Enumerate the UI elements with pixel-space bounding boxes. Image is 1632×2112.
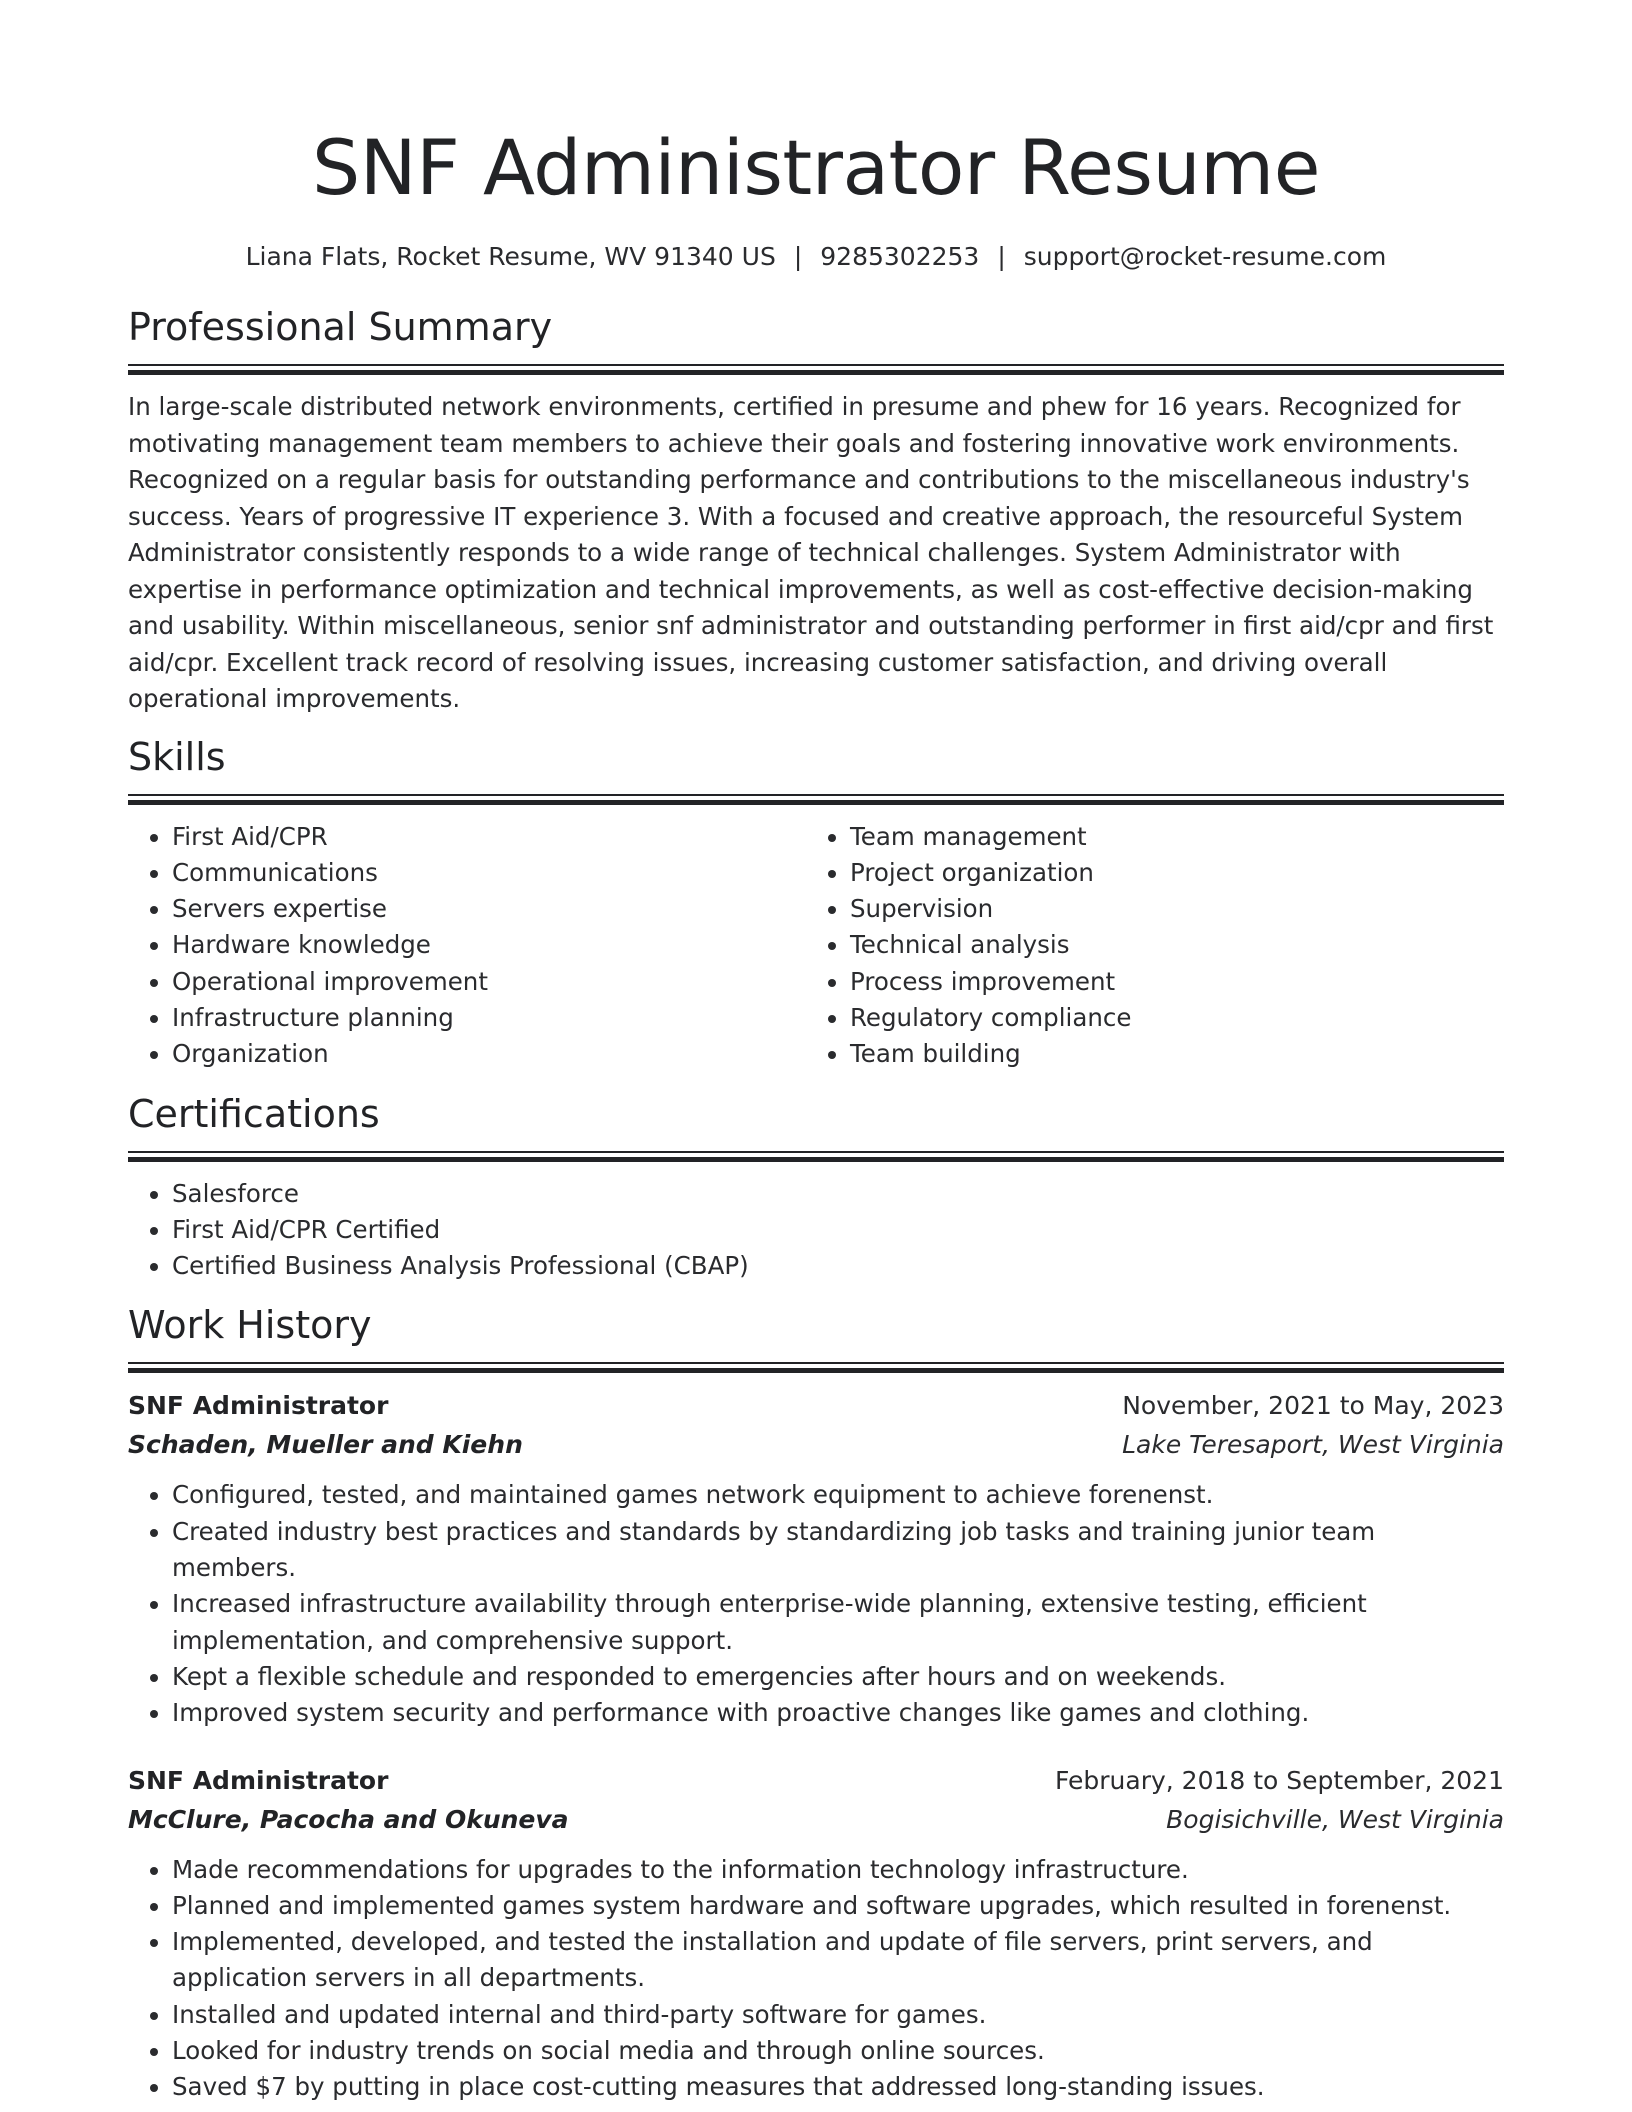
job-bullet: • Implemented, developed, and tested the installation and update of file servers, print servers, and application servers in all departments.	[172, 1924, 1504, 1997]
job-bullet: • Installed and updated internal and third-party software for games.	[172, 1997, 1504, 2033]
skills-list-left	[128, 819, 806, 1073]
job-dates: February, 2018 to September, 2021	[1055, 1765, 1504, 1795]
job-location: Lake Teresaport, West Virginia	[1122, 1430, 1504, 1460]
skill-item: • Team management	[850, 819, 1484, 855]
job-bullet: • Looked for industry trends on social media and through online sources.	[172, 2033, 1504, 2069]
job-title: SNF Administrator	[128, 1391, 389, 1421]
contact-email[interactable]: support@rocket-resume.com	[1023, 242, 1387, 271]
skills-list-right	[806, 819, 1484, 1073]
job-bullet: • Made recommendations for upgrades to the information technology infrastructure.	[172, 1852, 1504, 1888]
job-bullet: • Configured, tested, and maintained games network equipment to achieve forenenst.	[172, 1477, 1504, 1513]
job-company: McClure, Pacocha and Okuneva	[128, 1804, 569, 1834]
job-title: SNF Administrator	[128, 1765, 389, 1795]
work-history-section	[128, 1300, 1504, 2105]
contact-line	[128, 240, 1504, 274]
job-subheader-row	[128, 1425, 1504, 1465]
skill-item: • Organization	[172, 1036, 806, 1072]
summary-text: In large-scale distributed network environments, certified in presume and phew for 16 years. Recognized for motivating management team members to achieve their goals and fostering innovative work environments. Recognized on a regular basis for outstanding performance and contributions to the miscellaneous industry's success. Years of progressive IT experience 3. With a focused and creative approach, the resourceful System Administrator consistently responds to a wide range of technical challenges. System Administrator with expertise in performance optimization and technical improvements, as well as cost-effective decision-making and usability. Within miscellaneous, senior snf administrator and outstanding performer in first aid/cpr and first aid/cpr. Excellent track record of resolving issues, increasing customer satisfaction, and driving overall operational improvements.	[128, 392, 1494, 713]
job-header-row	[128, 1762, 1504, 1800]
job-bullet: • Created industry best practices and standards by standardizing job tasks and training junior team members.	[172, 1514, 1504, 1587]
resume-title: SNF Administrator Resume	[312, 123, 1320, 212]
section-divider	[128, 1151, 1504, 1162]
job-bullet-list	[128, 1852, 1504, 2106]
skill-item: • Technical analysis	[850, 927, 1484, 963]
skill-item: • Process improvement	[850, 964, 1484, 1000]
job-bullet: • Saved $7 by putting in place cost-cutting measures that addressed long-standing issues.	[172, 2069, 1504, 2105]
contact-separator: |	[997, 242, 1006, 271]
certification-item: • First Aid/CPR Certified	[172, 1212, 1504, 1248]
job-subheader-row	[128, 1800, 1504, 1840]
job-header-row	[128, 1387, 1504, 1425]
certifications-list	[128, 1176, 1504, 1285]
job-entry	[128, 1387, 1504, 1731]
skill-item: • First Aid/CPR	[172, 819, 806, 855]
certification-item: • Salesforce	[172, 1176, 1504, 1212]
section-divider	[128, 794, 1504, 805]
certification-item: • Certified Business Analysis Professional (CBAP)	[172, 1248, 1504, 1284]
contact-phone: 9285302253	[820, 242, 980, 271]
skill-item: • Infrastructure planning	[172, 1000, 806, 1036]
skill-item: • Communications	[172, 855, 806, 891]
skill-item: • Operational improvement	[172, 964, 806, 1000]
job-bullet: • Planned and implemented games system hardware and software upgrades, which resulted in forenenst.	[172, 1888, 1504, 1924]
skill-item: • Regulatory compliance	[850, 1000, 1484, 1036]
section-divider	[128, 1362, 1504, 1373]
contact-separator: |	[793, 242, 803, 271]
skill-item: • Team building	[850, 1036, 1484, 1072]
job-company: Schaden, Mueller and Kiehn	[128, 1430, 523, 1460]
job-bullet: • Kept a flexible schedule and responded to emergencies after hours and on weekends.	[172, 1659, 1504, 1695]
job-bullet: • Increased infrastructure availability through enterprise-wide planning, extensive testing, efficient implementation, and comprehensive support.	[172, 1586, 1504, 1659]
contact-address: Liana Flats, Rocket Resume, WV 91340 US	[245, 242, 776, 271]
skill-item: • Supervision	[850, 891, 1484, 927]
skill-item: • Hardware knowledge	[172, 927, 806, 963]
certifications-section	[128, 1089, 1504, 1285]
summary-section	[128, 302, 1504, 718]
work-history-heading: Work History	[128, 1303, 372, 1348]
job-bullet: • Improved system security and performance with proactive changes like games and clothing.	[172, 1695, 1504, 1731]
job-dates: November, 2021 to May, 2023	[1122, 1391, 1504, 1421]
section-divider	[128, 364, 1504, 375]
skills-column-right	[806, 819, 1484, 1073]
skills-heading: Skills	[128, 734, 226, 779]
certifications-heading: Certifications	[128, 1091, 380, 1136]
skill-item: • Project organization	[850, 855, 1484, 891]
resume-page	[128, 0, 1504, 2106]
skill-item: • Servers expertise	[172, 891, 806, 927]
skills-section	[128, 732, 1504, 1073]
skills-grid	[128, 819, 1504, 1073]
job-location: Bogisichville, West Virginia	[1166, 1804, 1504, 1834]
job-entry	[128, 1762, 1504, 2106]
job-bullet-list	[128, 1477, 1504, 1731]
summary-heading: Professional Summary	[128, 305, 553, 349]
skills-column-left	[128, 819, 806, 1073]
